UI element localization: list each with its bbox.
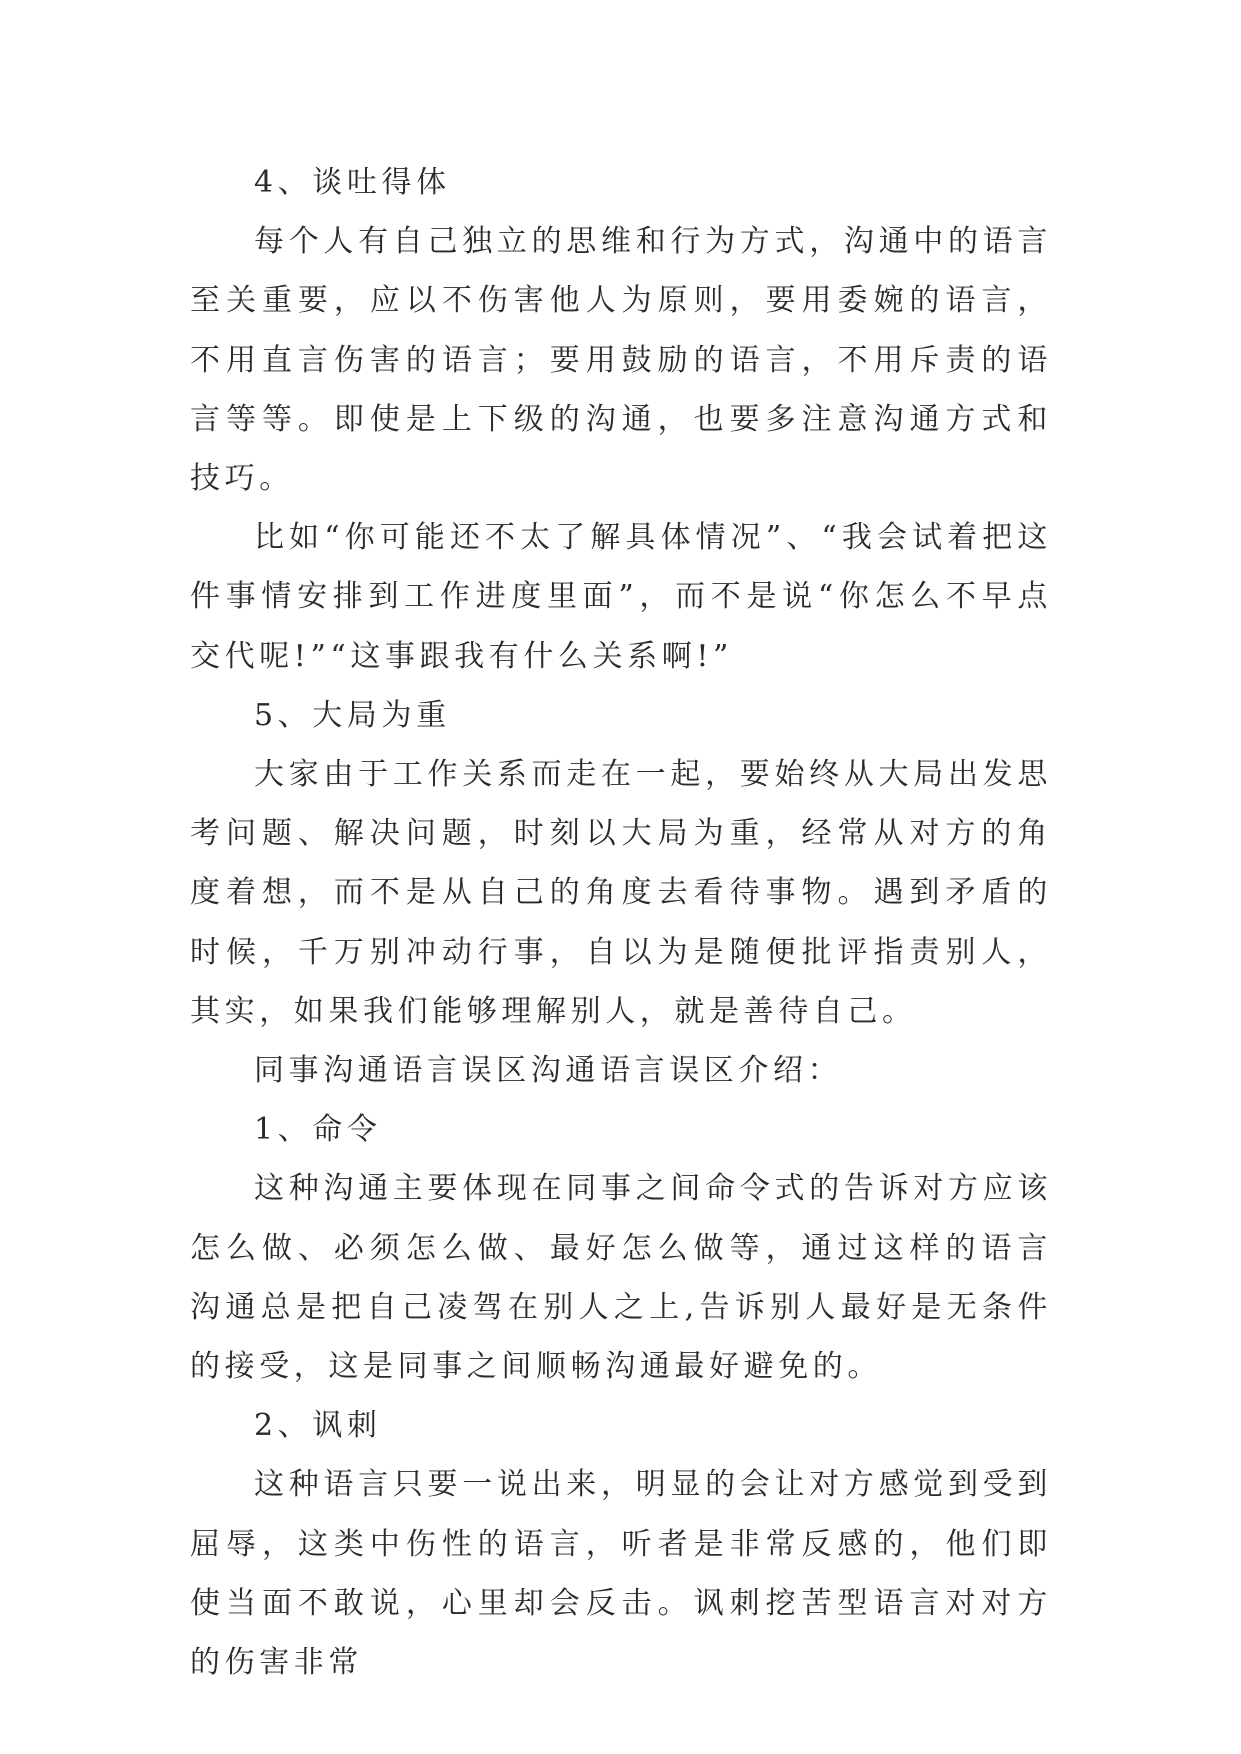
section-heading-5: 5、大局为重 xyxy=(254,697,451,733)
paragraph-command: 这种沟通主要体现在同事之间命令式的告诉对方应该怎么做、必须怎么做、最好怎么做等，通过这样的语言沟通总是把自己凌驾在别人之上,告诉别人最好是无条件的接受，这是同事之间顺畅沟通最好避免的。 xyxy=(190,1171,1052,1385)
paragraph-misconceptions-intro: 同事沟通语言误区沟通语言误区介绍： xyxy=(254,1053,843,1089)
paragraph-language-matters: 每个人有自己独立的思维和行为方式，沟通中的语言至关重要，应以不伤害他人为原则，要用委婉的语言，不用直言伤害的语言；要用鼓励的语言，不用斥责的语言等等。即使是上下级的沟通，也要多注意沟通方式和技巧。 xyxy=(190,224,1052,497)
section-heading-2: 2、讽刺 xyxy=(254,1408,382,1444)
paragraph-big-picture: 大家由于工作关系而走在一起，要始终从大局出发思考问题、解决问题，时刻以大局为重，经常从对方的角度着想，而不是从自己的角度去看待事物。遇到矛盾的时候，千万别冲动行事，自以为是随便批评指责别人，其实，如果我们能够理解别人，就是善待自己。 xyxy=(190,757,1052,1029)
paragraph-sarcasm: 这种语言只要一说出来，明显的会让对方感觉到受到屈辱，这类中伤性的语言，听者是非常反感的，他们即使当面不敢说，心里却会反击。讽刺挖苦型语言对对方的伤害非常 xyxy=(190,1467,1052,1681)
section-heading-4: 4、谈吐得体 xyxy=(254,165,451,200)
section-heading-1: 1、命令 xyxy=(254,1112,382,1148)
paragraph-example-phrases: 比如“你可能还不太了解具体情况”、“我会试着把这件事情安排到工作进度里面”，而不是说“你怎么不早点交代呢!”“这事跟我有什么关系啊!” xyxy=(190,520,1052,674)
document-body xyxy=(190,153,1052,1692)
